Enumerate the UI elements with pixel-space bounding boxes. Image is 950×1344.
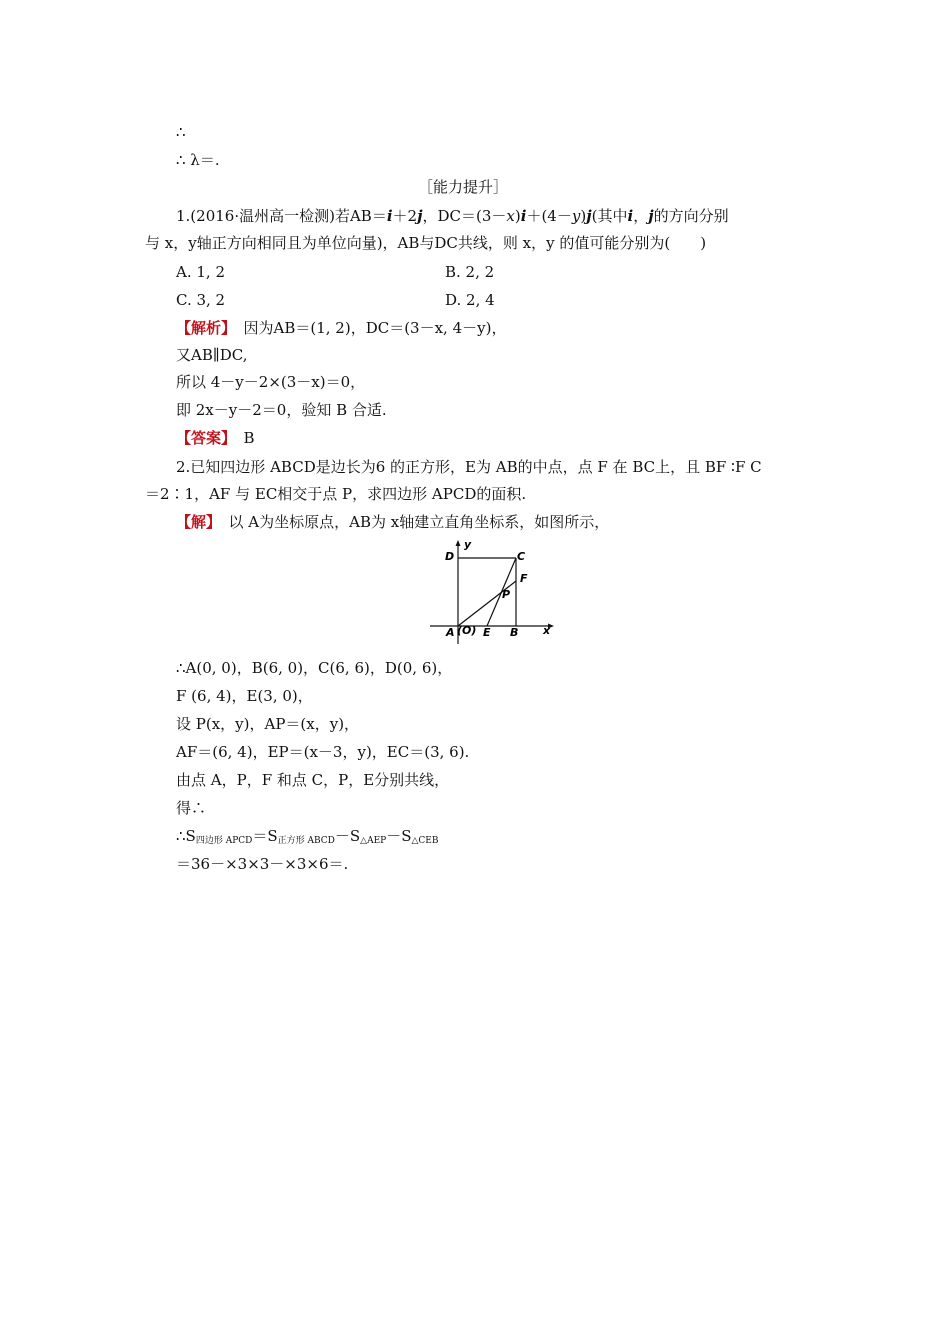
therefore-line-1: ∴: [176, 123, 186, 141]
label-o: (O): [457, 624, 477, 637]
q1-option-c: C. 3, 2: [176, 291, 226, 309]
label-p: P: [502, 588, 511, 601]
q2-stem-line-1: 2.已知四边形 ABCD是边长为6 的正方形，E为 AB的中点，点 F 在 BC上，且 BF ∶F C: [176, 458, 762, 476]
q2-step-2: F (6, 4)，E(3, 0)，: [176, 687, 313, 705]
label-c: C: [517, 550, 526, 563]
q1-analysis-line-1: 【解析】 因为AB＝(1, 2)，DC＝(3－x, 4－y)，: [176, 319, 507, 337]
q1-option-a: A. 1, 2: [176, 263, 225, 281]
q2-step-5: 由点 A，P，F 和点 C，P，E分别共线，: [176, 771, 450, 789]
section-title: ［能力提升］: [418, 178, 509, 196]
q1-stem-line-2: 与 x，y轴正方向相同且为单位向量)，AB与DC共线，则 x，y 的值可能分别为( ): [145, 234, 707, 252]
therefore-line-2: ∴ λ＝.: [176, 151, 220, 169]
y-axis-arrow: [456, 540, 461, 546]
q1-stem-line-1: 1.(2016·温州高一检测)若AB＝i＋2j，DC＝(3－x)i＋(4－y)j(其中i，j的方向分别: [176, 207, 729, 225]
answer-tag: 【答案】: [176, 429, 229, 447]
q2-step-7: $\therefore S_{四边形 APCD}=S_{正方形 ABCD}-S_{\triangle AEP}-S_{\triangle CEB}$: [176, 827, 439, 846]
q1-analysis-line-2: 又AB∥DC,: [176, 346, 248, 364]
analysis-tag: 【解析】: [176, 319, 229, 337]
q1-option-d: D. 2, 4: [445, 291, 495, 309]
q2-step-3: 设 P(x，y)，AP＝(x，y)，: [176, 715, 360, 733]
label-d: D: [445, 550, 455, 563]
solution-tag: 【解】: [176, 513, 214, 531]
label-x: x: [543, 624, 551, 637]
coordinate-figure: [428, 538, 558, 646]
label-f: F: [520, 572, 528, 585]
label-b: B: [510, 626, 519, 639]
q2-solution-line-1: 【解】 以 A为坐标原点，AB为 x轴建立直角坐标系，如图所示，: [176, 513, 610, 531]
q1-analysis-line-4: 即 2x－y－2＝0，验知 B 合适.: [176, 401, 387, 419]
label-e: E: [483, 626, 491, 639]
q2-step-1: ∴A(0, 0)，B(6, 0)，C(6, 6)，D(0, 6)，: [176, 659, 453, 677]
label-a: A: [446, 626, 455, 639]
q2-step-8: ＝36－×3×3－×3×6＝.: [176, 855, 349, 873]
label-y: y: [464, 538, 472, 551]
q2-step-6: 得∴: [176, 799, 207, 817]
q2-stem-line-2: ＝2∶1，AF 与 EC相交于点 P，求四边形 APCD的面积.: [145, 485, 527, 503]
q1-answer: 【答案】 B: [176, 429, 255, 447]
q1-option-b: B. 2, 2: [445, 263, 495, 281]
q1-analysis-line-3: 所以 4－y－2×(3－x)＝0，: [176, 373, 366, 391]
q2-step-4: AF＝(6, 4)，EP＝(x－3，y)，EC＝(3, 6).: [176, 743, 470, 761]
